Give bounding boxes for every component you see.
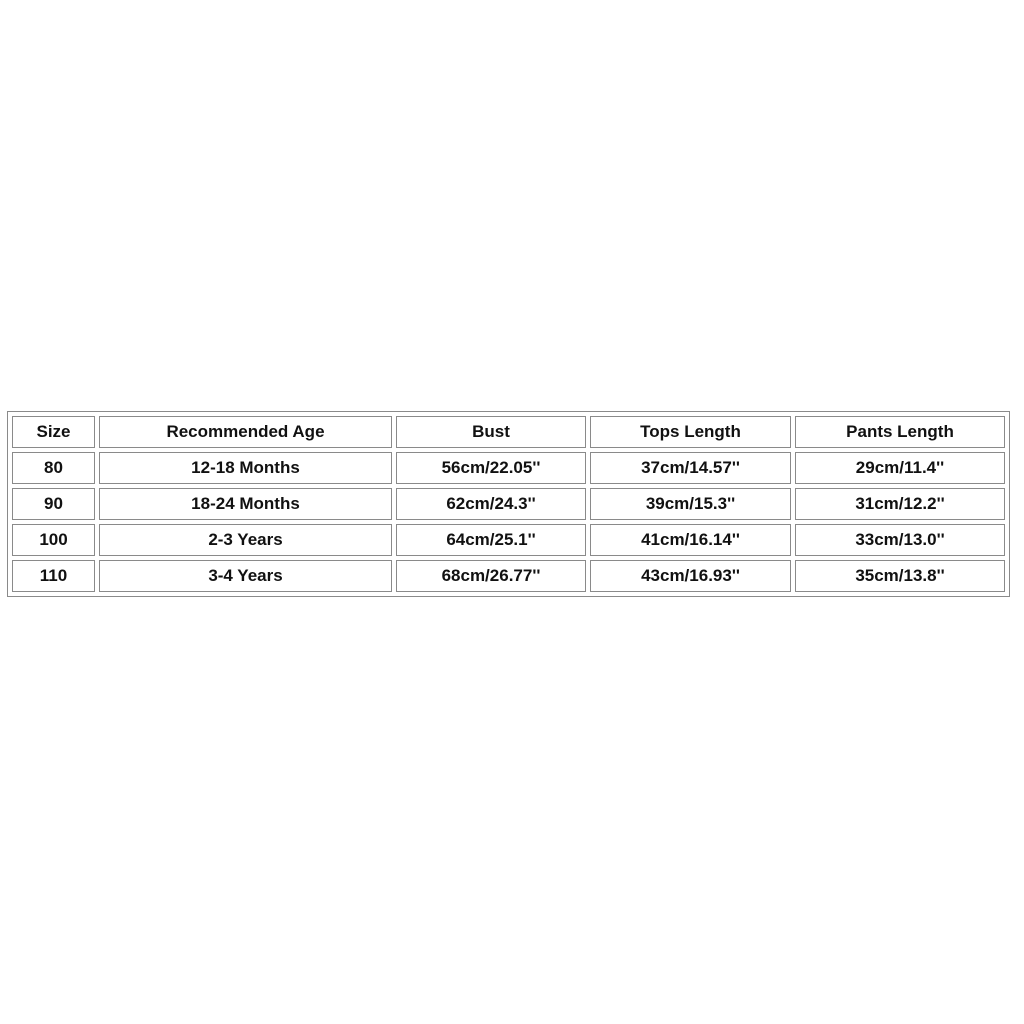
- cell-tops-length: 37cm/14.57'': [590, 452, 791, 484]
- cell-size: 80: [12, 452, 95, 484]
- cell-recommended-age: 12-18 Months: [99, 452, 392, 484]
- table-row: [12, 488, 1005, 520]
- cell-bust: 64cm/25.1'': [396, 524, 586, 556]
- header-bust: Bust: [396, 416, 586, 448]
- cell-size: 100: [12, 524, 95, 556]
- cell-tops-length: 41cm/16.14'': [590, 524, 791, 556]
- cell-bust: 56cm/22.05'': [396, 452, 586, 484]
- table-row: [12, 452, 1005, 484]
- table-header-row: [12, 416, 1005, 448]
- cell-recommended-age: 18-24 Months: [99, 488, 392, 520]
- cell-pants-length: 29cm/11.4'': [795, 452, 1005, 484]
- header-pants-length: Pants Length: [795, 416, 1005, 448]
- cell-recommended-age: 2-3 Years: [99, 524, 392, 556]
- header-size: Size: [12, 416, 95, 448]
- header-tops-length: Tops Length: [590, 416, 791, 448]
- cell-pants-length: 35cm/13.8'': [795, 560, 1005, 592]
- cell-size: 90: [12, 488, 95, 520]
- cell-pants-length: 33cm/13.0'': [795, 524, 1005, 556]
- size-chart-table: [7, 411, 1010, 597]
- cell-bust: 68cm/26.77'': [396, 560, 586, 592]
- table-row: [12, 560, 1005, 592]
- cell-size: 110: [12, 560, 95, 592]
- cell-recommended-age: 3-4 Years: [99, 560, 392, 592]
- cell-bust: 62cm/24.3'': [396, 488, 586, 520]
- cell-tops-length: 43cm/16.93'': [590, 560, 791, 592]
- header-recommended-age: Recommended Age: [99, 416, 392, 448]
- cell-tops-length: 39cm/15.3'': [590, 488, 791, 520]
- cell-pants-length: 31cm/12.2'': [795, 488, 1005, 520]
- table-row: [12, 524, 1005, 556]
